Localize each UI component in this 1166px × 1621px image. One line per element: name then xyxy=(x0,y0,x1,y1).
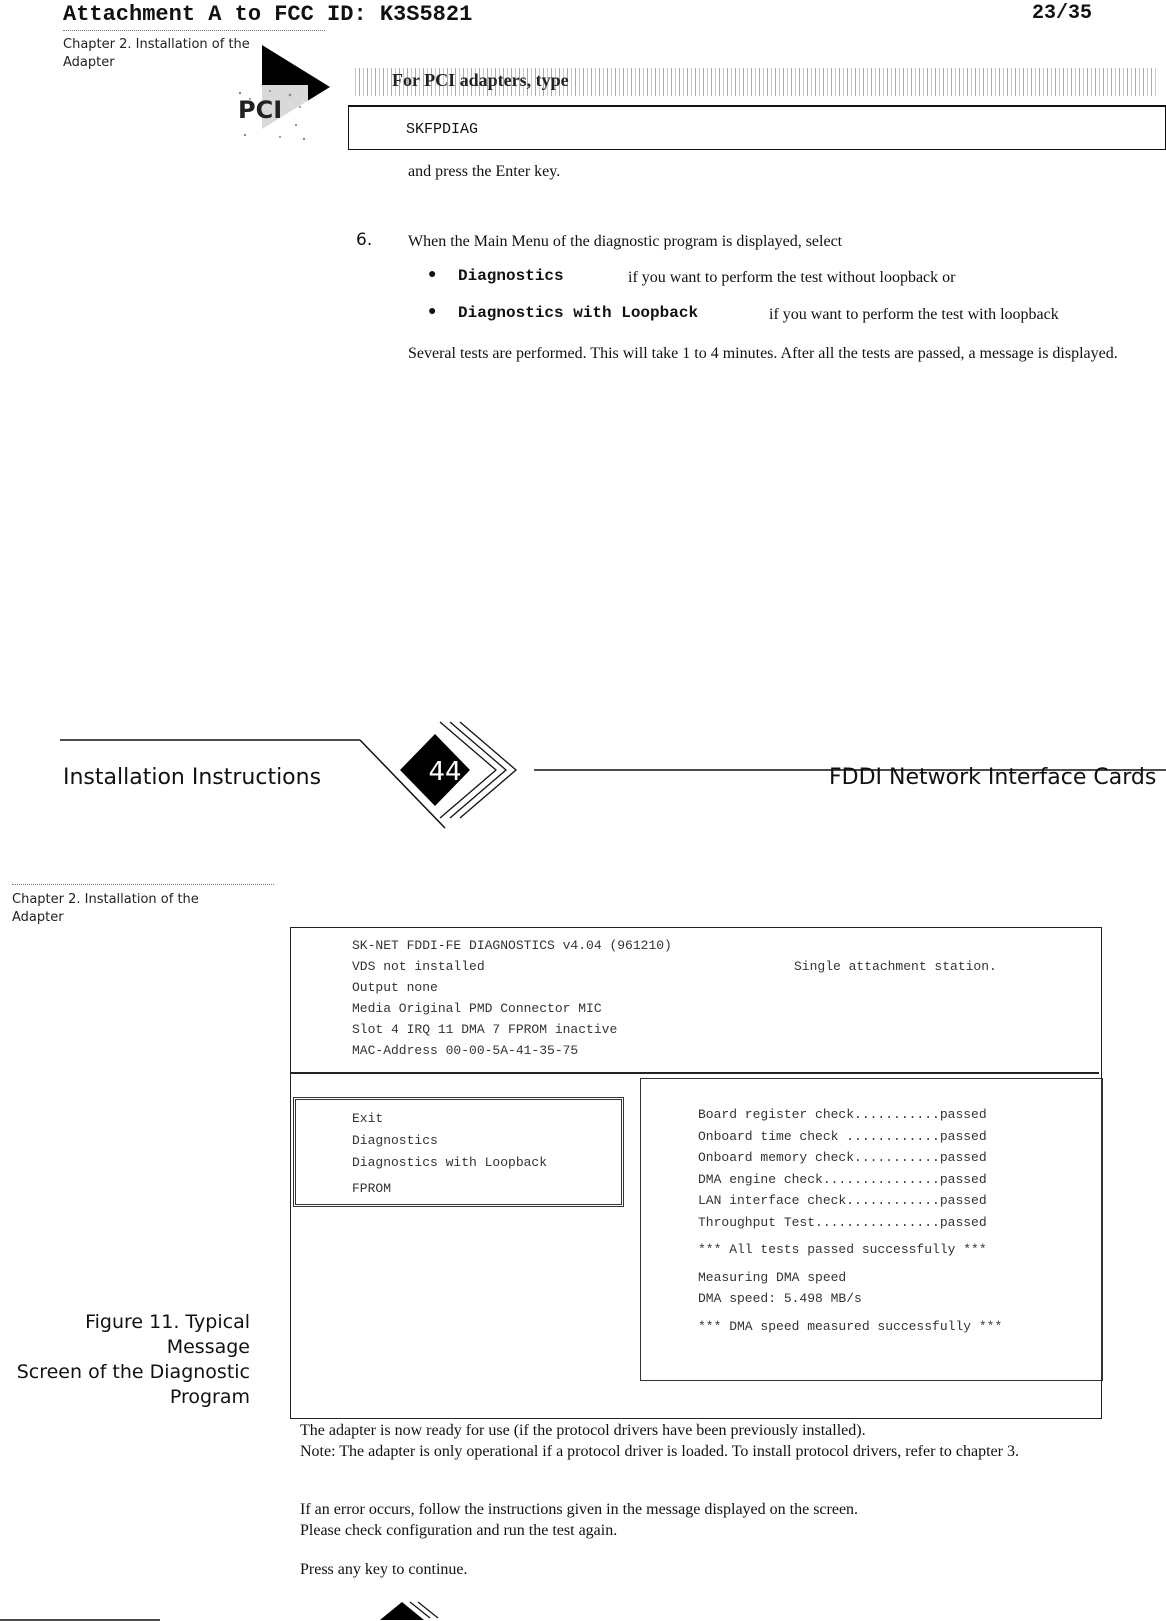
check-line: Onboard time check ............passed xyxy=(698,1128,987,1144)
chapter-note: Chapter 2. Installation of the Adapter xyxy=(63,37,250,70)
footer-left-title: Installation Instructions xyxy=(63,765,322,790)
screen-line: VDS not installed xyxy=(352,959,485,974)
figure-caption xyxy=(0,1310,250,1410)
document-header-title: Attachment A to FCC ID: K3S5821 xyxy=(63,2,473,27)
bullet-keyword: Diagnostics xyxy=(458,267,564,285)
menu-item-diagnostics[interactable]: Diagnostics xyxy=(352,1133,438,1148)
chapter-note: Chapter 2. Installation of the Adapter xyxy=(12,892,199,925)
menu-item-fprom[interactable]: FPROM xyxy=(352,1181,392,1196)
chapter-divider xyxy=(63,30,325,31)
screen-line: MAC-Address 00-00-5A-41-35-75 xyxy=(352,1043,579,1058)
station-type: Single attachment station. xyxy=(794,959,997,974)
result-paragraph: Several tests are performed. This will take 1 to 4 minutes. After all the tests are passed, a message is displayed. xyxy=(408,345,1118,362)
menu-item-exit[interactable]: Exit xyxy=(352,1111,384,1126)
bullet-icon: ● xyxy=(428,304,437,319)
command-text: SKFPDIAG xyxy=(406,121,479,138)
chapter-divider xyxy=(12,884,274,885)
figure-caption-line: Program xyxy=(169,1386,250,1408)
check-line: LAN interface check............passed xyxy=(698,1193,987,1208)
pci-logo: PCI xyxy=(238,96,283,124)
all-tests-passed: *** All tests passed successfully *** xyxy=(698,1242,987,1257)
footer-right-title: FDDI Network Interface Cards xyxy=(829,765,1157,790)
measuring-dma: Measuring DMA speed xyxy=(698,1269,847,1285)
figure-caption-line: Figure 11. Typical Message xyxy=(85,1311,250,1358)
error-line: Please check configuration and run the test again. xyxy=(300,1522,618,1539)
pci-heading: For PCI adapters, type xyxy=(392,70,569,90)
bullet-text: if you want to perform the test with loopback xyxy=(769,306,1059,323)
press-enter-text: and press the Enter key. xyxy=(408,163,561,180)
bullet-icon: ● xyxy=(428,267,437,282)
closing-paragraph xyxy=(300,1420,1120,1462)
screen-line: Output none xyxy=(352,980,438,995)
check-line: Onboard memory check...........passed xyxy=(698,1150,987,1165)
check-line: Board register check...........passed xyxy=(698,1107,987,1122)
dma-speed: DMA speed: 5.498 MB/s xyxy=(698,1291,862,1306)
bullet-keyword: Diagnostics with Loopback xyxy=(458,304,699,322)
press-any-key-text: Press any key to continue. xyxy=(300,1561,468,1578)
step-number: 6. xyxy=(356,230,373,250)
screen-line: Media Original PMD Connector MIC xyxy=(352,1001,602,1016)
page-number: 44 xyxy=(428,757,462,787)
menu-items xyxy=(352,1108,547,1200)
screen-header-lines xyxy=(352,935,672,1061)
document-page-counter: 23/35 xyxy=(1032,2,1093,25)
test-results xyxy=(698,1104,1002,1337)
check-line: Throughput Test................passed xyxy=(698,1214,987,1230)
step-text: When the Main Menu of the diagnostic program is displayed, select xyxy=(408,233,843,250)
dma-success: *** DMA speed measured successfully *** xyxy=(698,1318,1003,1334)
closing-note: Note: The adapter is only operational if a protocol driver is loaded. To install protocol drivers, refer to chapter 3. xyxy=(300,1443,1019,1460)
bullet-text: if you want to perform the test without loopback or xyxy=(628,269,956,286)
next-page-footer-rule xyxy=(0,1598,480,1621)
error-line: If an error occurs, follow the instructions given in the message displayed on the screen. xyxy=(300,1501,859,1518)
screen-line: SK-NET FDDI-FE DIAGNOSTICS v4.04 (961210) xyxy=(352,938,672,953)
menu-item-diagnostics-loopback[interactable]: Diagnostics with Loopback xyxy=(352,1155,548,1170)
check-line: DMA engine check...............passed xyxy=(698,1171,987,1187)
closing-line: The adapter is now ready for use (if the protocol drivers have been previously installed). xyxy=(300,1422,866,1439)
pci-arrow-icon xyxy=(230,45,340,145)
figure-caption-line: Screen of the Diagnostic xyxy=(16,1361,250,1383)
screen-line: Slot 4 IRQ 11 DMA 7 FPROM inactive xyxy=(352,1022,618,1037)
error-paragraph xyxy=(300,1499,1120,1541)
